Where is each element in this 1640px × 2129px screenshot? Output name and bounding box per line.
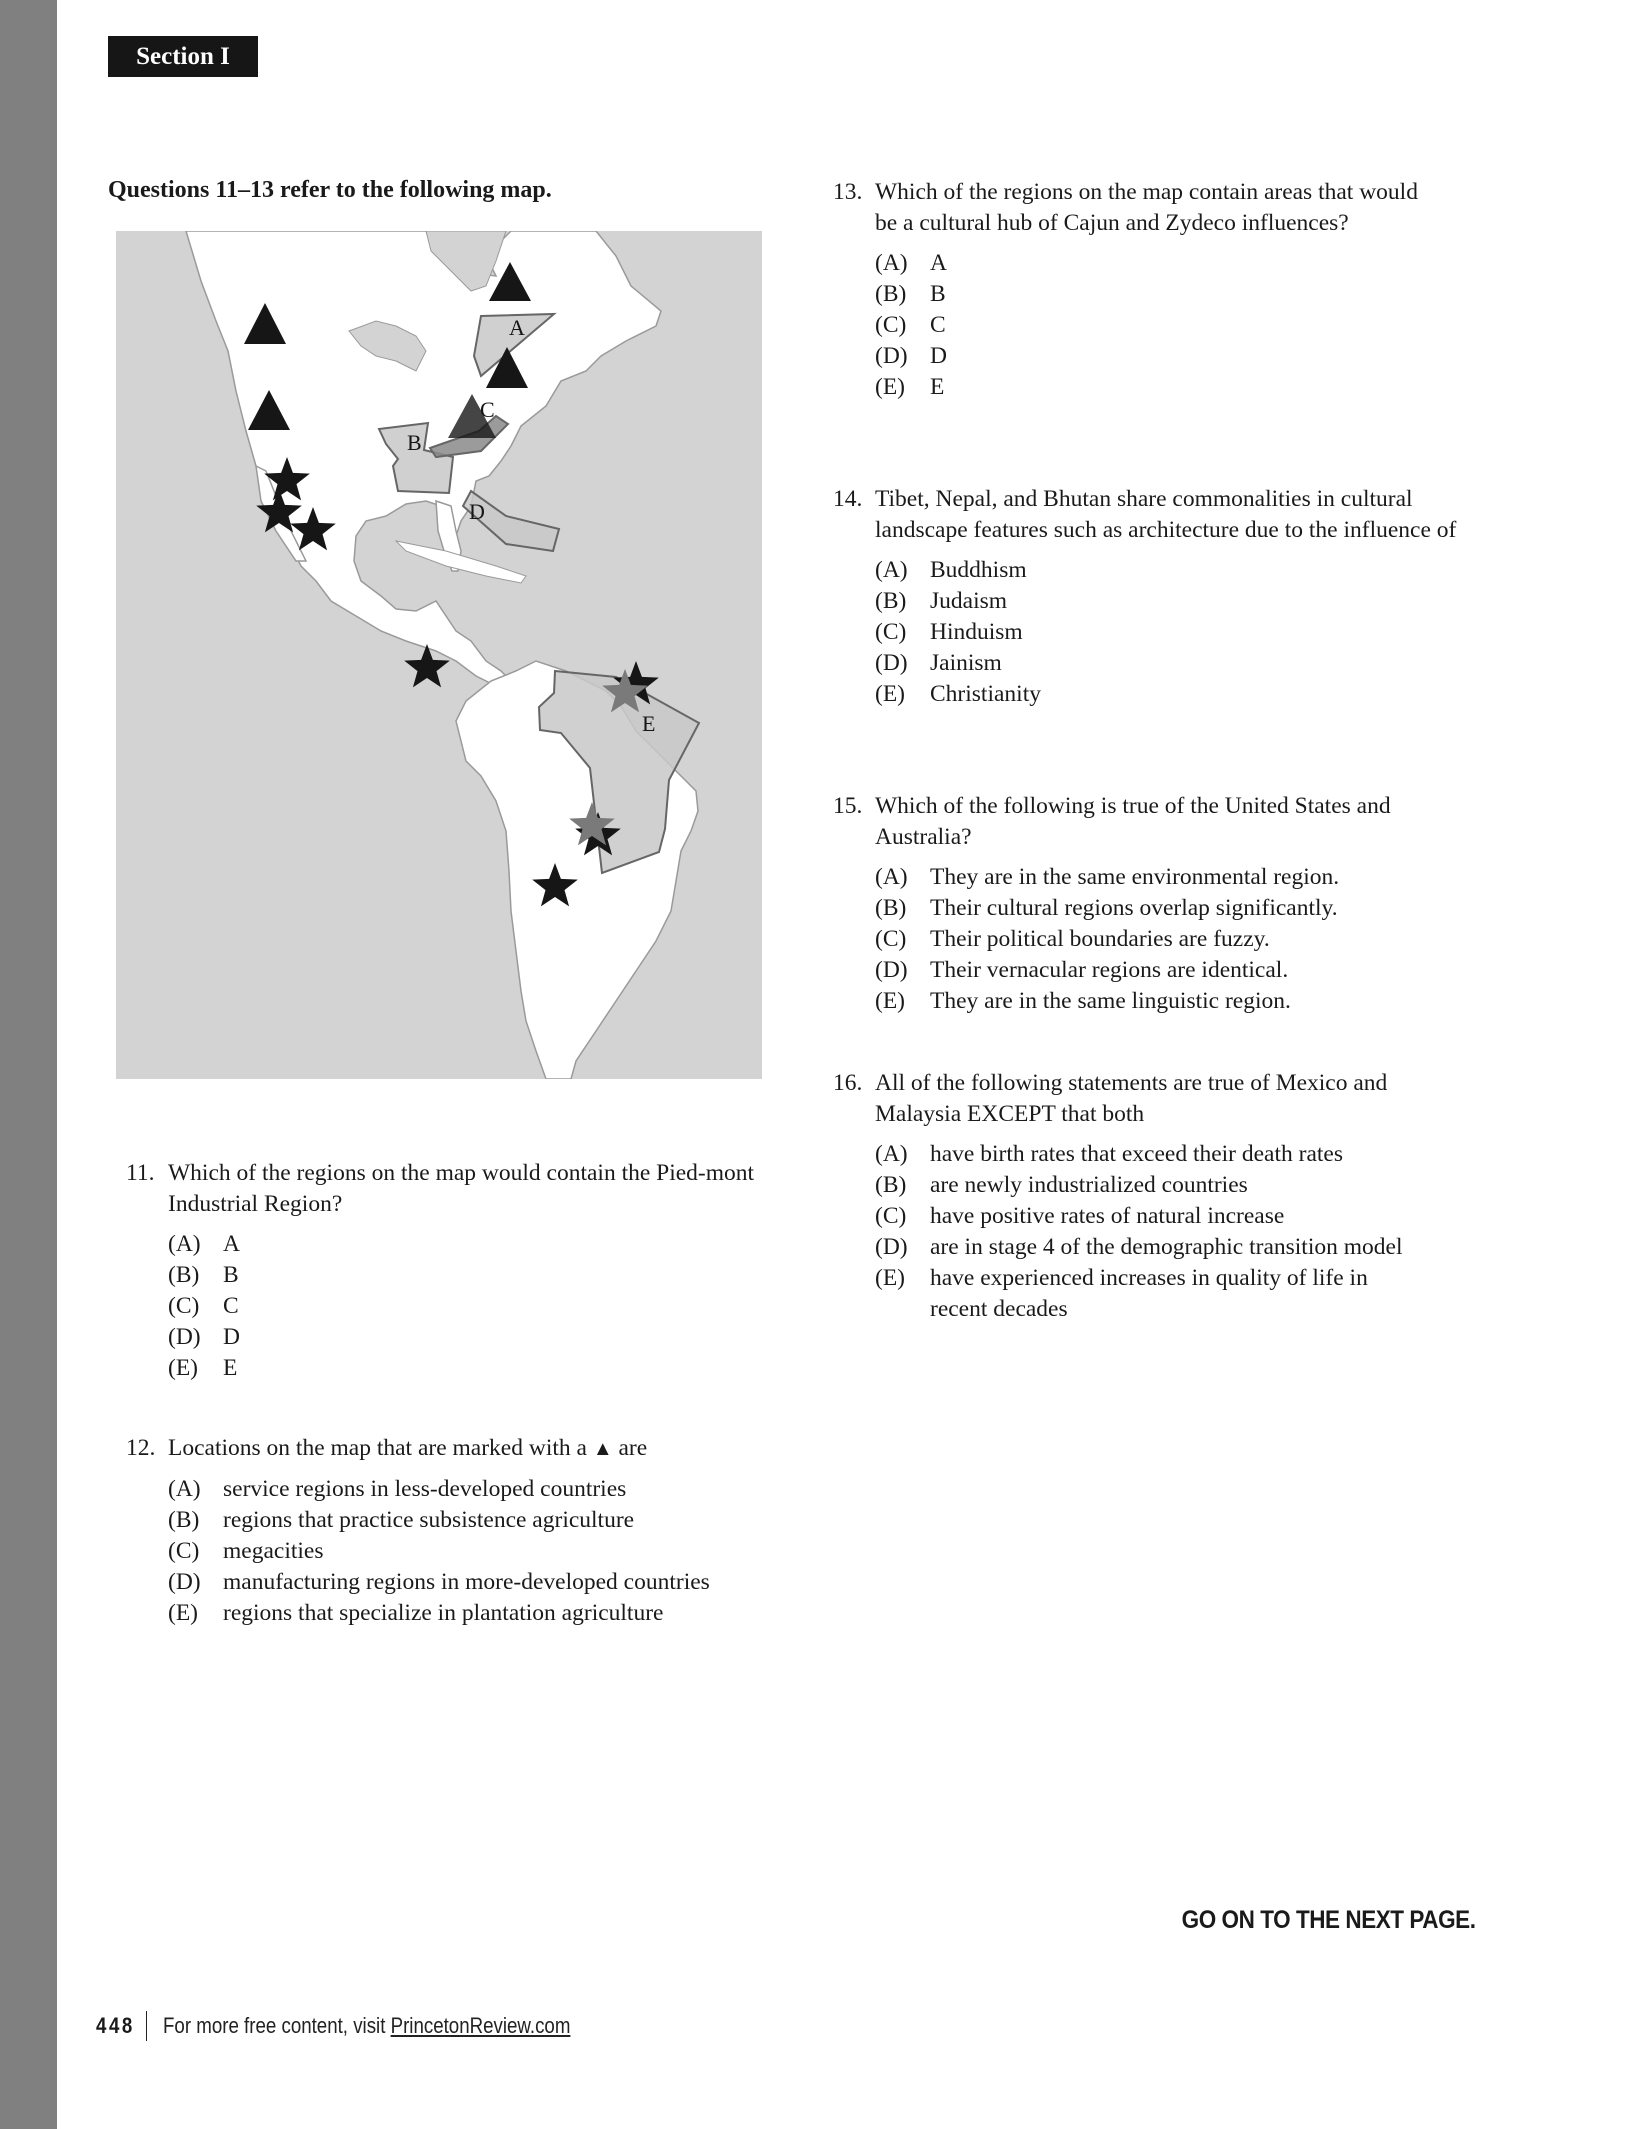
- choice-text: regions that specialize in plantation agriculture: [223, 1600, 664, 1626]
- choice-text: D: [223, 1324, 240, 1350]
- answer-choice[interactable]: [875, 1170, 1493, 1201]
- choice-letter: (A): [875, 1141, 908, 1167]
- answer-choice[interactable]: [875, 986, 1493, 1017]
- choice-letter: (D): [875, 957, 908, 983]
- footer-prefix: For more free content, visit: [162, 2013, 391, 2038]
- region-label-b: B: [407, 430, 422, 455]
- answer-choice[interactable]: [875, 586, 1493, 617]
- answer-choice[interactable]: [875, 341, 1493, 372]
- choice-text: A: [930, 250, 947, 276]
- choice-text: are in stage 4 of the demographic transition model: [930, 1234, 1403, 1260]
- question-16: [833, 1068, 1493, 1325]
- question-number: 16.: [833, 1070, 863, 1096]
- question-number: 13.: [833, 179, 863, 205]
- question-text: [168, 1433, 786, 1465]
- question-text-after: are: [618, 1435, 648, 1461]
- choice-text: Their cultural regions overlap significantly.: [930, 895, 1338, 921]
- answer-choices: [833, 1139, 1493, 1325]
- choice-text: They are in the same linguistic region.: [930, 988, 1291, 1014]
- page-number: 448: [96, 2013, 135, 2038]
- choice-text: B: [930, 281, 946, 307]
- choice-text: are newly industrialized countries: [930, 1172, 1248, 1198]
- question-text: Which of the following is true of the United States and Australia?: [875, 793, 1391, 850]
- answer-choice[interactable]: [875, 617, 1493, 648]
- page-side-bar: [0, 0, 57, 2129]
- answer-choice[interactable]: [168, 1291, 766, 1322]
- choice-letter: (A): [168, 1231, 201, 1257]
- answer-choice[interactable]: [875, 862, 1493, 893]
- choice-letter: (D): [168, 1569, 201, 1595]
- question-text: All of the following statements are true of Mexico and Malaysia EXCEPT that both: [875, 1070, 1388, 1127]
- footer-divider: [146, 2011, 147, 2041]
- answer-choice[interactable]: [875, 555, 1493, 586]
- answer-choice[interactable]: [875, 1201, 1493, 1232]
- answer-choice[interactable]: [875, 955, 1493, 986]
- choice-letter: (C): [875, 1203, 907, 1229]
- choice-text: have experienced increases in quality of life in recent decades: [930, 1265, 1368, 1322]
- answer-choices: [126, 1229, 766, 1384]
- question-number: 11.: [126, 1160, 155, 1186]
- page-footer: [96, 2011, 642, 2041]
- answer-choice[interactable]: [168, 1474, 786, 1505]
- choice-text: They are in the same environmental region.: [930, 864, 1340, 890]
- choice-letter: (B): [168, 1507, 200, 1533]
- answer-choice[interactable]: [875, 893, 1493, 924]
- answer-choice[interactable]: [168, 1598, 786, 1629]
- question-15: [833, 791, 1493, 1017]
- triangle-icon: ▲: [592, 1438, 613, 1460]
- choice-letter: (C): [168, 1293, 200, 1319]
- choice-letter: (E): [875, 374, 906, 400]
- answer-choice[interactable]: [875, 1263, 1493, 1325]
- question-11: [126, 1158, 766, 1384]
- answer-choice[interactable]: [168, 1505, 786, 1536]
- choice-letter: (D): [875, 343, 908, 369]
- choice-text: megacities: [223, 1538, 324, 1564]
- choice-text: E: [930, 374, 945, 400]
- choice-text: manufacturing regions in more-developed countries: [223, 1569, 710, 1595]
- choice-text: Jainism: [930, 650, 1002, 676]
- answer-choice[interactable]: [168, 1260, 766, 1291]
- answer-choice[interactable]: [168, 1322, 766, 1353]
- answer-choice[interactable]: [875, 648, 1493, 679]
- choice-text: C: [930, 312, 946, 338]
- answer-choice[interactable]: [168, 1353, 766, 1384]
- answer-choice[interactable]: [875, 279, 1493, 310]
- answer-choice[interactable]: [875, 310, 1493, 341]
- region-label-c: C: [480, 397, 495, 422]
- footer-link[interactable]: PrincetonReview.com: [390, 2013, 571, 2038]
- question-number: 15.: [833, 793, 863, 819]
- choice-text: B: [223, 1262, 239, 1288]
- choice-letter: (E): [875, 1265, 906, 1291]
- choice-letter: (E): [168, 1355, 199, 1381]
- question-13: [833, 177, 1493, 403]
- question-12: [126, 1433, 786, 1629]
- map-intro-heading: Questions 11–13 refer to the following map.: [108, 177, 552, 203]
- choice-text: Their vernacular regions are identical.: [930, 957, 1289, 983]
- choice-letter: (B): [875, 588, 907, 614]
- americas-map: [116, 231, 762, 1079]
- answer-choice[interactable]: [168, 1567, 786, 1598]
- choice-letter: (A): [875, 557, 908, 583]
- question-14: [833, 484, 1493, 710]
- choice-letter: (C): [168, 1538, 200, 1564]
- section-label: Section I: [108, 36, 258, 77]
- choice-letter: (B): [168, 1262, 200, 1288]
- go-on-next-page: GO ON TO THE NEXT PAGE.: [1182, 1906, 1476, 1934]
- choice-text: Buddhism: [930, 557, 1027, 583]
- choice-letter: (A): [875, 250, 908, 276]
- choice-letter: (C): [875, 619, 907, 645]
- choice-letter: (E): [875, 681, 906, 707]
- choice-text: service regions in less-developed countries: [223, 1476, 627, 1502]
- choice-text: Hinduism: [930, 619, 1023, 645]
- choice-text: have positive rates of natural increase: [930, 1203, 1285, 1229]
- choice-text: C: [223, 1293, 239, 1319]
- question-number: 14.: [833, 486, 863, 512]
- choice-text: Christianity: [930, 681, 1041, 707]
- choice-letter: (B): [875, 895, 907, 921]
- choice-letter: (D): [168, 1324, 201, 1350]
- question-text: Which of the regions on the map would contain the Pied-mont Industrial Region?: [168, 1160, 755, 1217]
- region-label-a: A: [509, 315, 525, 340]
- answer-choice[interactable]: [168, 1536, 786, 1567]
- answer-choice[interactable]: [168, 1229, 766, 1260]
- region-label-e: E: [642, 711, 656, 736]
- choice-letter: (D): [875, 1234, 908, 1260]
- choice-letter: (A): [168, 1476, 201, 1502]
- answer-choice[interactable]: [875, 248, 1493, 279]
- answer-choices: [126, 1474, 786, 1629]
- choice-letter: (B): [875, 281, 907, 307]
- answer-choice[interactable]: [875, 1232, 1493, 1263]
- answer-choice[interactable]: [875, 372, 1493, 403]
- question-text-before: Locations on the map that are marked with a: [168, 1435, 587, 1461]
- choice-letter: (E): [168, 1600, 199, 1626]
- choice-text: Their political boundaries are fuzzy.: [930, 926, 1270, 952]
- choice-letter: (C): [875, 926, 907, 952]
- answer-choices: [833, 248, 1493, 403]
- answer-choice[interactable]: [875, 679, 1493, 710]
- answer-choice[interactable]: [875, 924, 1493, 955]
- choice-text: regions that practice subsistence agriculture: [223, 1507, 635, 1533]
- choice-text: Judaism: [930, 588, 1008, 614]
- footer-text: [163, 2013, 570, 2039]
- choice-text: have birth rates that exceed their death rates: [930, 1141, 1344, 1167]
- question-text: Which of the regions on the map contain areas that would be a cultural hub of Cajun and Zydeco influences?: [875, 179, 1418, 236]
- question-number: 12.: [126, 1435, 156, 1461]
- choice-letter: (B): [875, 1172, 907, 1198]
- answer-choice[interactable]: [875, 1139, 1493, 1170]
- choice-text: E: [223, 1355, 238, 1381]
- choice-text: A: [223, 1231, 240, 1257]
- choice-letter: (E): [875, 988, 906, 1014]
- choice-text: D: [930, 343, 947, 369]
- question-text: Tibet, Nepal, and Bhutan share commonalities in cultural landscape features such as architecture due to the influence of: [875, 486, 1457, 543]
- choice-letter: (D): [875, 650, 908, 676]
- choice-letter: (C): [875, 312, 907, 338]
- choice-letter: (A): [875, 864, 908, 890]
- answer-choices: [833, 555, 1493, 710]
- region-label-d: D: [469, 499, 485, 524]
- answer-choices: [833, 862, 1493, 1017]
